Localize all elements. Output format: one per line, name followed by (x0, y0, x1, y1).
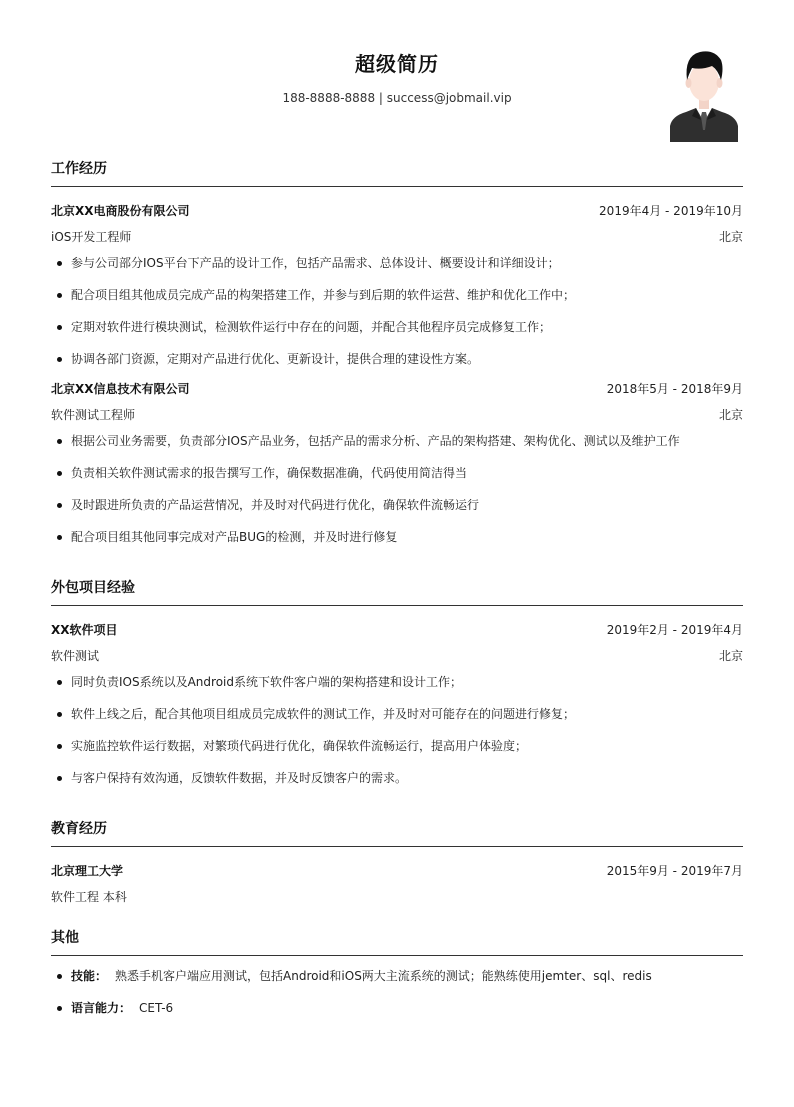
bullet-text: 实施监控软件运行数据，对繁琐代码进行优化，确保软件流畅运行，提高用户体验度； (71, 739, 528, 753)
list-item (51, 495, 743, 527)
school-name: 北京理工大学 (51, 863, 124, 878)
date-range: 2019年4月 - 2019年10月 (599, 203, 743, 218)
section-title-other: 其他 (51, 927, 743, 956)
skills-text: 熟悉手机客户端应用测试，包括Android和iOS两大主流系统的测试；能熟练使用jemter、sql、redis (115, 969, 652, 983)
list-item (51, 527, 743, 559)
bullet-icon (57, 503, 62, 508)
bullet-icon (57, 776, 62, 781)
project-location: 北京 (718, 648, 743, 663)
bullet-text: 协调各部门资源，定期对产品进行优化、更新设计，提供合理的建设性方案。 (71, 352, 480, 366)
projects-section (51, 577, 743, 800)
date-range: 2015年9月 - 2019年7月 (606, 863, 743, 878)
bullet-text: 及时跟进所负责的产品运营情况，并及时对代码进行优化，确保软件流畅运行 (71, 498, 480, 512)
project-name: XX软件项目 (51, 622, 118, 637)
bullet-icon (57, 535, 62, 540)
degree: 软件工程 本科 (51, 889, 127, 904)
list-item (51, 966, 743, 998)
other-section (51, 927, 743, 1030)
list-item (51, 253, 743, 285)
job-location: 北京 (718, 407, 743, 422)
bullet-text: 参与公司部分IOS平台下产品的设计工作，包括产品需求、总体设计、概要设计和详细设计； (71, 256, 560, 270)
work-entry (51, 375, 743, 559)
work-section (51, 158, 743, 559)
section-title-projects: 外包项目经验 (51, 577, 743, 606)
bullet-text: 软件上线之后，配合其他项目组成员完成软件的测试工作，并及时对可能存在的问题进行修复； (71, 707, 576, 721)
list-item (51, 704, 743, 736)
list-item (51, 768, 743, 800)
job-location: 北京 (718, 229, 743, 244)
language-label: 语言能力： (71, 1001, 132, 1015)
list-item (51, 998, 743, 1030)
bullet-text: 负责相关软件测试需求的报告撰写工作，确保数据准确，代码使用简洁得当 (71, 466, 468, 480)
bullet-icon (57, 261, 62, 266)
job-role: 软件测试工程师 (51, 407, 136, 422)
date-range: 2018年5月 - 2018年9月 (606, 381, 743, 396)
company-name: 北京XX电商股份有限公司 (51, 203, 190, 218)
bullet-text: 与客户保持有效沟通，反馈软件数据，并及时反馈客户的需求。 (71, 771, 408, 785)
bullet-icon (57, 439, 62, 444)
bullet-icon (57, 680, 62, 685)
work-entry (51, 197, 743, 381)
list-item (51, 285, 743, 317)
bullet-icon (57, 1006, 62, 1011)
bullet-text: 根据公司业务需要，负责部分IOS产品业务，包括产品的需求分析、产品的架构搭建、架构优化、测试以及维护工作 (71, 434, 680, 448)
bullet-text: 配合项目组其他同事完成对产品BUG的检测，并及时进行修复 (71, 530, 398, 544)
bullet-icon (57, 357, 62, 362)
list-item (51, 431, 743, 463)
resume-title: 超级简历 (355, 52, 439, 76)
list-item (51, 736, 743, 768)
date-range: 2019年2月 - 2019年4月 (606, 622, 743, 637)
bullet-icon (57, 471, 62, 476)
section-title-work: 工作经历 (51, 158, 743, 187)
bullet-icon (57, 974, 62, 979)
list-item (51, 317, 743, 349)
skills-label: 技能： (71, 969, 108, 983)
education-section (51, 818, 743, 909)
section-title-education: 教育经历 (51, 818, 743, 847)
bullet-text: 同时负责IOS系统以及Android系统下软件客户端的架构搭建和设计工作； (71, 675, 462, 689)
language-text: CET-6 (139, 1001, 174, 1015)
bullet-icon (57, 293, 62, 298)
list-item (51, 463, 743, 495)
contact-info: 188-8888-8888 | success@jobmail.vip (282, 91, 512, 105)
bullet-icon (57, 712, 62, 717)
job-role: iOS开发工程师 (51, 229, 132, 244)
list-item (51, 349, 743, 381)
bullet-text: 定期对软件进行模块测试，检测软件运行中存在的问题，并配合其他程序员完成修复工作； (71, 320, 552, 334)
company-name: 北京XX信息技术有限公司 (51, 381, 190, 396)
resume-content (51, 158, 743, 1030)
bullet-icon (57, 325, 62, 330)
avatar (668, 46, 740, 142)
project-role: 软件测试 (51, 648, 100, 663)
bullet-icon (57, 744, 62, 749)
list-item (51, 672, 743, 704)
bullet-text: 配合项目组其他成员完成产品的构架搭建工作，并参与到后期的软件运营、维护和优化工作中； (71, 288, 576, 302)
